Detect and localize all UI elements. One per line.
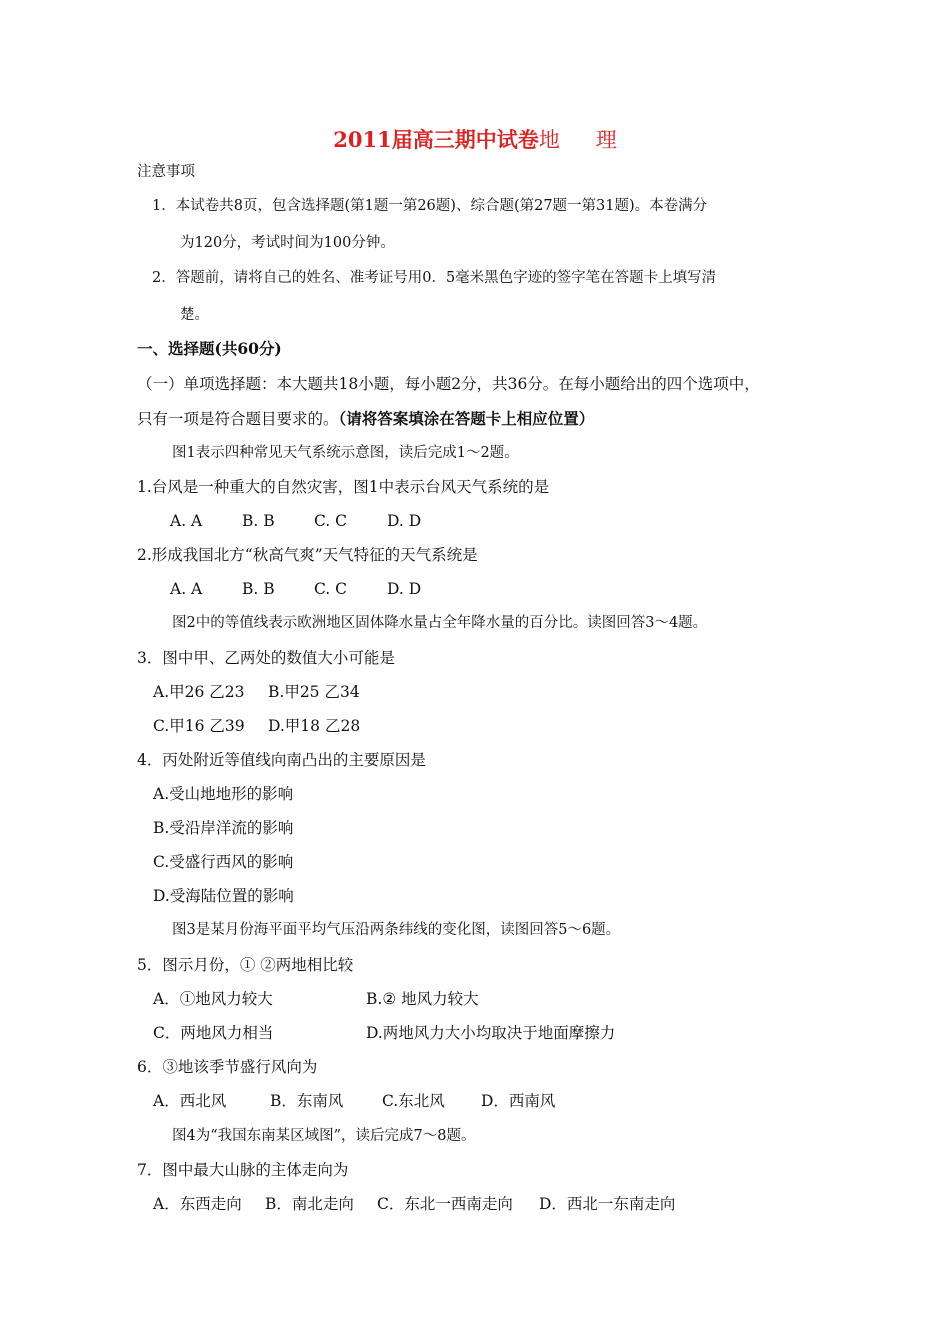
question-1-option-a: A. A: [170, 512, 203, 530]
question-3-option-a: A.甲26 乙23: [153, 683, 245, 701]
question-4-stem: 4．丙处附近等值线向南凸出的主要原因是: [137, 751, 426, 769]
question-2-option-b: B. B: [242, 580, 275, 598]
question-2-option-d: D. D: [387, 580, 422, 598]
section-1-intro-line-2: [137, 409, 594, 429]
section-1-intro-line-1: （一）单项选择题：本大题共18小题，每小题2分，共36分。在每小题给出的四个选项中，: [137, 375, 760, 393]
question-7-option-d: D．西北一东南走向: [539, 1195, 676, 1213]
question-5-stem: 5．图示月份，① ②两地相比较: [137, 956, 354, 974]
question-4-option-b: B.受沿岸洋流的影响: [153, 819, 294, 837]
question-6-option-c: C.东北风: [382, 1092, 445, 1110]
title-sub-di: 地: [538, 128, 560, 152]
figure-4-intro: 图4为“我国东南某区域图”，读后完成7～8题。: [172, 1128, 476, 1144]
question-6-stem: 6．③地该季节盛行风向为: [137, 1058, 318, 1076]
question-7-option-c: C．东北一西南走向: [377, 1195, 513, 1213]
question-1-option-b: B. B: [242, 512, 275, 530]
question-1-option-c: C. C: [314, 512, 348, 530]
question-2-option-c: C. C: [314, 580, 348, 598]
notice-item-2-line-1: 2．答题前，请将自己的姓名、准考证号用0．5毫米黑色字迹的签字笔在答题卡上填写清: [152, 270, 717, 286]
page-title: [0, 124, 950, 154]
section-1-intro-normal: 只有一项是符合题目要求的。: [137, 410, 339, 428]
section-1-heading: 一、选择题(共60分): [137, 339, 282, 358]
title-sub-li: 理: [595, 128, 617, 152]
question-3-option-d: D.甲18 乙28: [268, 717, 361, 735]
question-3-stem: 3．图中甲、乙两处的数值大小可能是: [137, 649, 395, 667]
question-4-option-c: C.受盛行西风的影响: [153, 853, 294, 871]
question-4-option-a: A.受山地地形的影响: [153, 785, 294, 803]
question-7-option-a: A．东西走向: [153, 1195, 242, 1213]
question-5-option-d: D.两地风力大小均取决于地面摩擦力: [366, 1024, 616, 1042]
figure-2-intro: 图2中的等值线表示欧洲地区固体降水量占全年降水量的百分比。读图回答3～4题。: [172, 615, 708, 631]
question-7-option-b: B．南北走向: [265, 1195, 354, 1213]
question-7-stem: 7．图中最大山脉的主体走向为: [137, 1161, 349, 1179]
title-main: 2011届高三期中试卷: [333, 127, 539, 152]
question-3-option-c: C.甲16 乙39: [153, 717, 245, 735]
question-2-stem: 2.形成我国北方“秋高气爽”天气特征的天气系统是: [137, 546, 478, 564]
question-4-option-d: D.受海陆位置的影响: [153, 887, 294, 905]
question-1-stem: 1.台风是一种重大的自然灾害，图1中表示台风天气系统的是: [137, 478, 550, 496]
section-1-intro-bold: （请将答案填涂在答题卡上相应位置）: [338, 409, 595, 428]
notice-heading: 注意事项: [137, 164, 195, 180]
question-2-option-a: A. A: [170, 580, 203, 598]
figure-3-intro: 图3是某月份海平面平均气压沿两条纬线的变化图，读图回答5～6题。: [172, 922, 621, 938]
question-6-option-a: A．西北风: [153, 1092, 227, 1110]
notice-item-1-line-2: 为120分，考试时间为100分钟。: [180, 235, 395, 251]
question-6-option-d: D．西南风: [481, 1092, 556, 1110]
question-5-option-c: C．两地风力相当: [153, 1024, 274, 1042]
question-5-option-b: B.② 地风力较大: [366, 990, 479, 1008]
question-1-option-d: D. D: [387, 512, 422, 530]
figure-1-intro: 图1表示四种常见天气系统示意图，读后完成1～2题。: [172, 445, 519, 461]
question-5-option-a: A．①地风力较大: [153, 990, 273, 1008]
question-6-option-b: B．东南风: [270, 1092, 344, 1110]
notice-item-1-line-1: 1．本试卷共8页，包含选择题(第1题一第26题)、综合题(第27题一第31题)。本卷满分: [152, 198, 708, 214]
question-3-option-b: B.甲25 乙34: [268, 683, 360, 701]
notice-item-2-line-2: 楚。: [180, 307, 209, 323]
